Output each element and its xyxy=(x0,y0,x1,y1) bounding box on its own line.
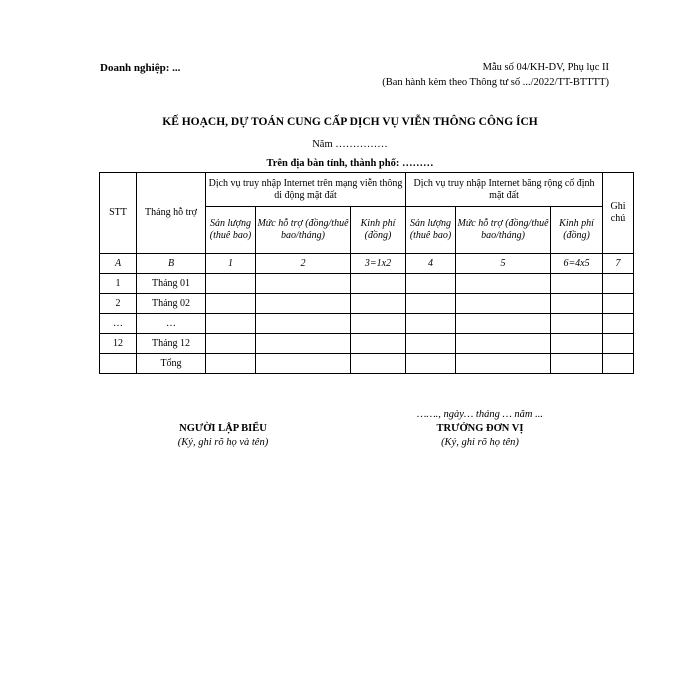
form-code: Mẫu số 04/KH-DV, Phụ lục II xyxy=(482,62,609,73)
date-line: ……., ngày… tháng … năm ... xyxy=(416,409,543,420)
form-issued-note: (Ban hành kèm theo Thông tư số .../2022/TT-BTTTT) xyxy=(382,77,609,88)
header-note: Ghi chú xyxy=(603,173,634,254)
column-code-row xyxy=(100,254,634,274)
code-cell: 1 xyxy=(206,254,256,274)
preparer-note: (Ký, ghi rõ họ và tên) xyxy=(177,437,269,448)
company-label: Doanh nghiệp: ... xyxy=(100,62,181,74)
area-line: Trên địa bàn tỉnh, thành phố: ……… xyxy=(266,158,434,169)
code-cell: 5 xyxy=(456,254,551,274)
head-note: (Ký, ghi rõ họ tên) xyxy=(441,437,519,448)
header-fixed-cost: Kinh phí (đồng) xyxy=(551,207,603,254)
row-stt: 1 xyxy=(100,274,137,294)
header-stt: STT xyxy=(100,173,137,254)
row-stt: 12 xyxy=(100,334,137,354)
code-cell: 3=1x2 xyxy=(351,254,406,274)
plan-table xyxy=(99,172,634,374)
code-cell: 7 xyxy=(603,254,634,274)
document-title: KẾ HOẠCH, DỰ TOÁN CUNG CẤP DỊCH VỤ VIỄN THÔNG CÔNG ÍCH xyxy=(162,116,538,128)
code-cell: B xyxy=(137,254,206,274)
table-row xyxy=(100,314,634,334)
code-cell: 4 xyxy=(406,254,456,274)
table-row xyxy=(100,274,634,294)
header-mobile-volume: Sản lượng (thuê bao) xyxy=(206,207,256,254)
table-row xyxy=(100,334,634,354)
table-row xyxy=(100,294,634,314)
row-total-label: Tổng xyxy=(137,354,206,374)
row-stt: … xyxy=(100,314,137,334)
head-signature-block xyxy=(400,408,560,450)
header-fixed-rate: Mức hỗ trợ (đồng/thuê bao/tháng) xyxy=(456,207,551,254)
row-month: Tháng 12 xyxy=(137,334,206,354)
code-cell: 2 xyxy=(256,254,351,274)
header-fixed-volume: Sản lượng (thuê bao) xyxy=(406,207,456,254)
head-title: TRƯỞNG ĐƠN VỊ xyxy=(436,423,524,434)
header-mobile-rate: Mức hỗ trợ (đồng/thuê bao/tháng) xyxy=(256,207,351,254)
header-month: Tháng hỗ trợ xyxy=(137,173,206,254)
table-row-total xyxy=(100,354,634,374)
code-cell: 6=4x5 xyxy=(551,254,603,274)
header-group-fixed: Dịch vụ truy nhập Internet băng rộng cố định mặt đất xyxy=(406,173,603,207)
row-stt: 2 xyxy=(100,294,137,314)
header-group-mobile: Dịch vụ truy nhập Internet trên mạng viễn thông di động mặt đất xyxy=(206,173,406,207)
row-month: Tháng 02 xyxy=(137,294,206,314)
code-cell: A xyxy=(100,254,137,274)
preparer-title: NGƯỜI LẬP BIỂU xyxy=(179,423,267,434)
year-line: Năm …………… xyxy=(312,139,388,150)
row-month: Tháng 01 xyxy=(137,274,206,294)
row-stt xyxy=(100,354,137,374)
header-mobile-cost: Kinh phí (đồng) xyxy=(351,207,406,254)
row-month: … xyxy=(137,314,206,334)
preparer-signature-block xyxy=(148,422,298,450)
